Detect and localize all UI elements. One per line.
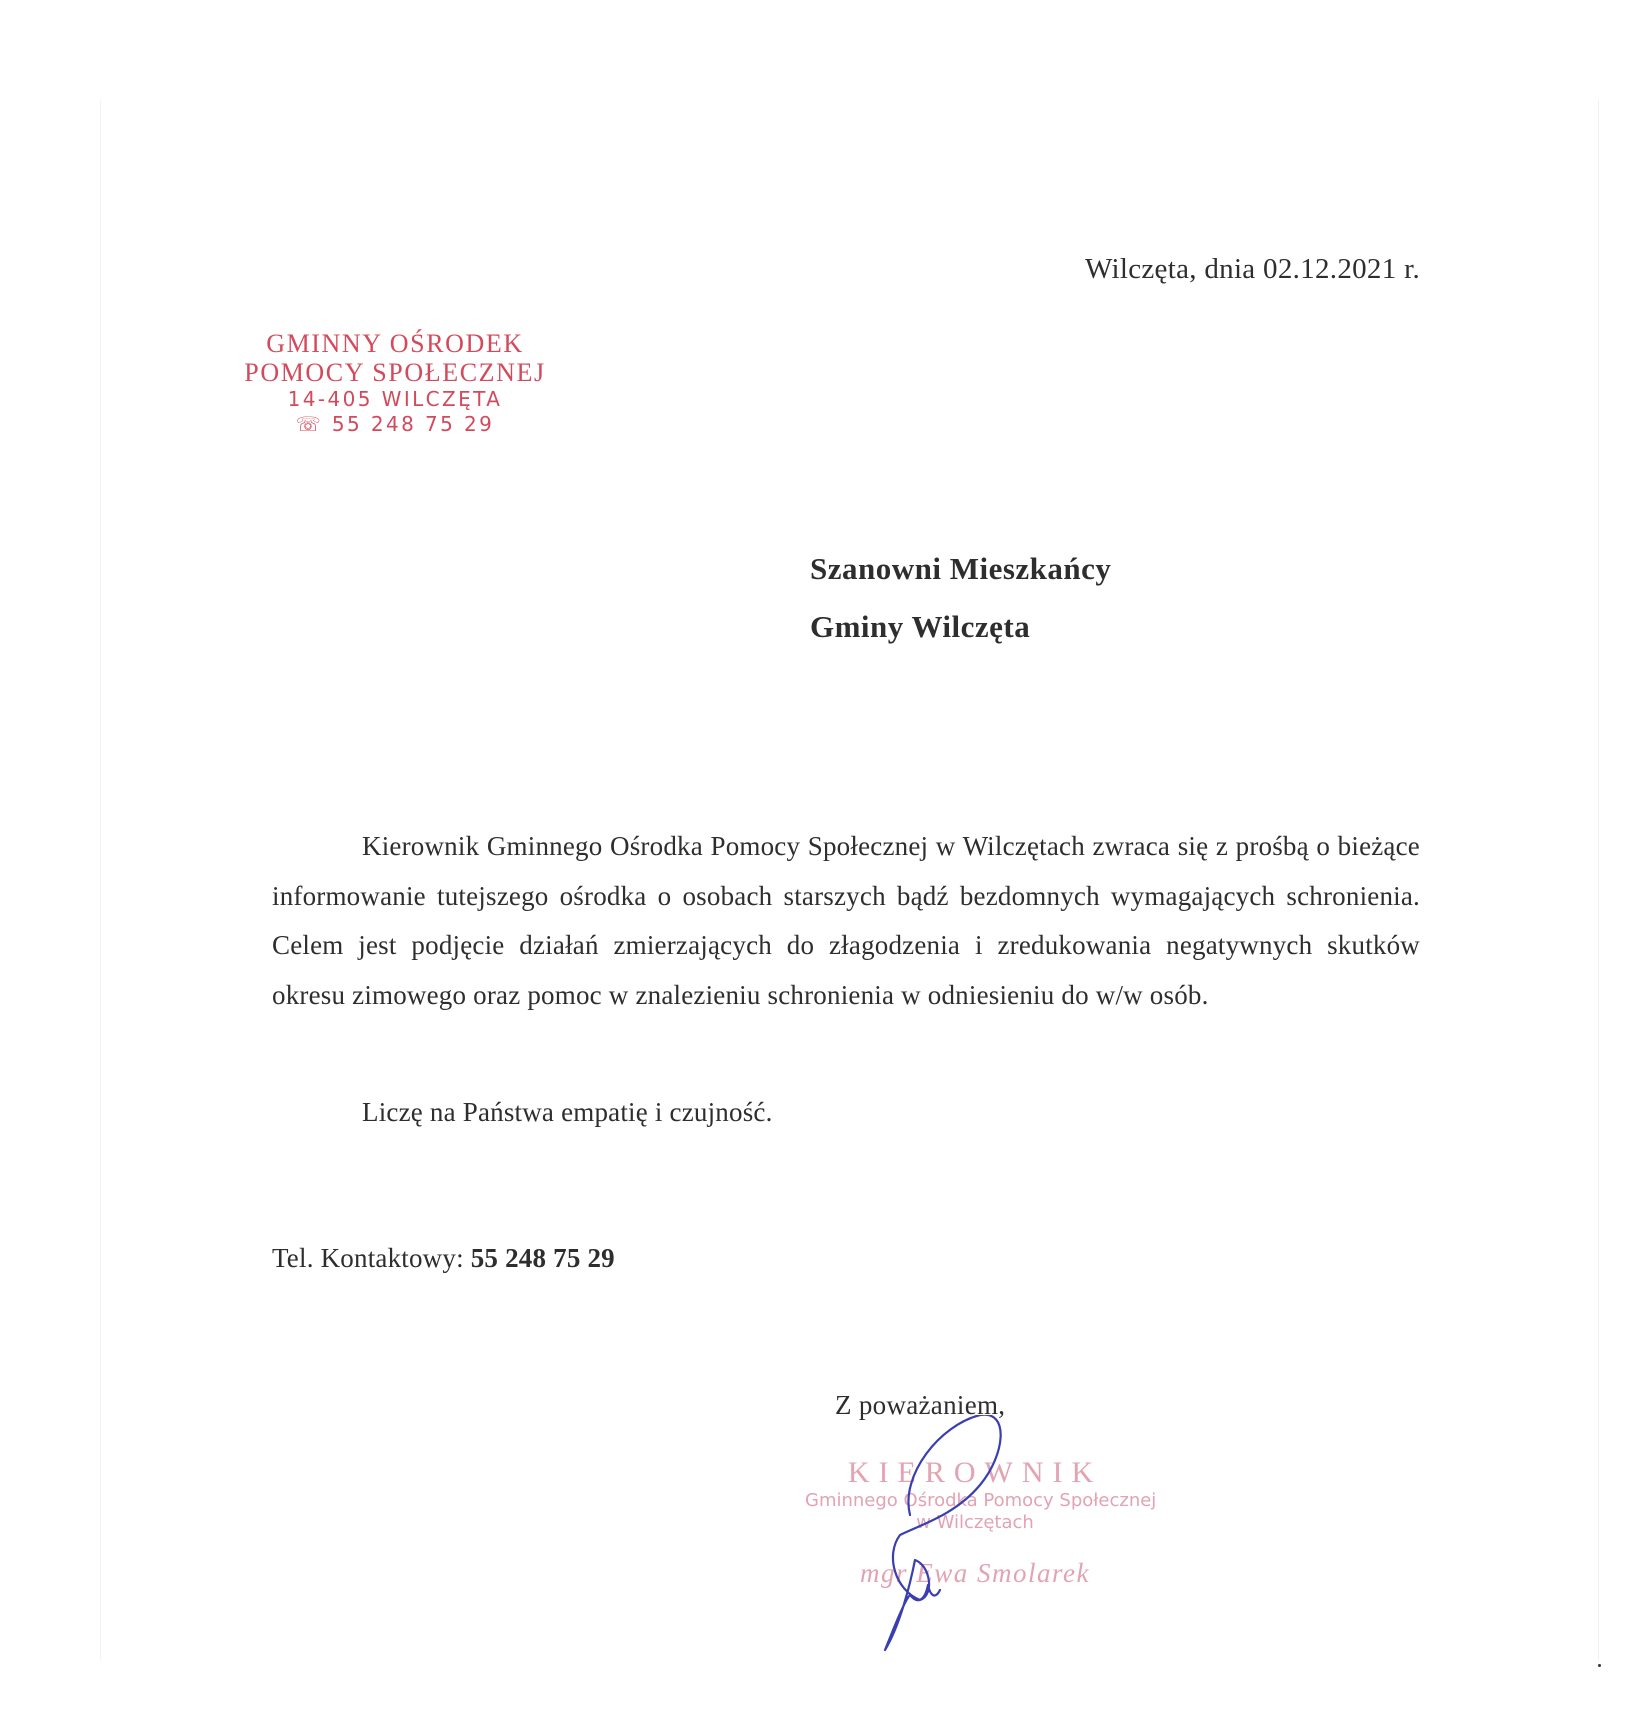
stamp-line-1: GMINNY OŚRODEK	[266, 329, 524, 358]
addressee-line-1: Szanowni Mieszkańcy	[810, 551, 1112, 586]
contact-line	[272, 1243, 615, 1274]
stamp-line-3: 14-405 WILCZĘTA	[287, 387, 503, 411]
page-edge-right	[1598, 100, 1599, 1660]
page-edge-left	[100, 100, 101, 1660]
regards: Z poważaniem,	[835, 1390, 1006, 1420]
signature-stamp-name: mgr Ewa Smolarek	[860, 1558, 1090, 1588]
body-paragraph-1: Kierownik Gminnego Ośrodka Pomocy Społecznej w Wilczętach zwraca się z prośbą o bieżące informowanie tutejszego ośrodka o osobach starszych bądź bezdomnych wymagających schronienia. Celem jest podjęcie działań zmierzających do złagodzenia i zredukowania negatywnych skutków okresu zimowego oraz pomoc w znalezieniu schronienia w odniesieniu do w/w osób.	[272, 831, 1420, 1010]
stamp-line-2: POMOCY SPOŁECZNEJ	[244, 358, 546, 387]
place-date: Wilczęta, dnia 02.12.2021 r.	[1084, 253, 1420, 285]
body-paragraph-2: Liczę na Państwa empatię i czujność.	[362, 1097, 773, 1127]
contact-label: Tel. Kontaktowy:	[272, 1243, 464, 1273]
stamp-line-4: ☏ 55 248 75 29	[295, 412, 495, 436]
addressee	[810, 540, 1111, 656]
addressee-line-2: Gminy Wilczęta	[810, 609, 1031, 644]
signature-stamp	[805, 1456, 1157, 1588]
contact-phone: 55 248 75 29	[470, 1243, 615, 1273]
signature-stamp-org: Gminnego Ośrodka Pomocy Społecznej	[805, 1490, 1157, 1511]
signature-stamp-title: KIEROWNIK	[847, 1456, 1103, 1489]
signature-stamp-place: w Wilczętach	[916, 1512, 1034, 1533]
scan-speck	[1598, 1664, 1601, 1667]
institution-stamp	[230, 329, 560, 437]
